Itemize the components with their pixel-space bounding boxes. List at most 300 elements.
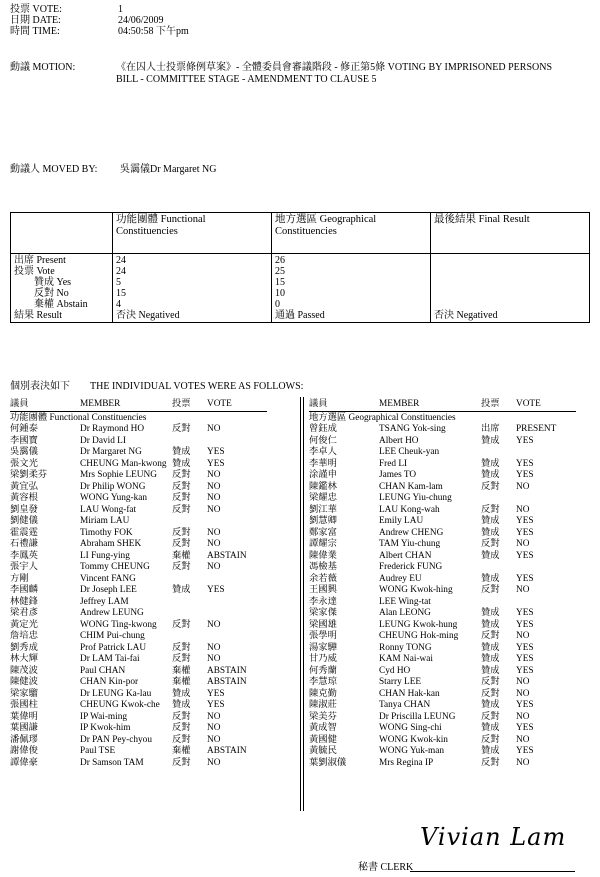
member-name: WONG Kwok-kin (379, 734, 448, 745)
vote-zh: 贊成 (481, 642, 500, 653)
member-row (309, 735, 576, 747)
vote-zh (172, 436, 207, 448)
member-name: Dr Joseph LEE (80, 585, 137, 595)
vote-value: YES (516, 458, 534, 469)
fc-rows (10, 424, 267, 769)
member-name: Mrs Sophie LEUNG (80, 470, 157, 480)
vote-value: NO (516, 585, 530, 595)
vote-value: NO (207, 562, 221, 572)
member-name-zh: 張國柱 (10, 700, 38, 710)
member-name-zh: 林大輝 (10, 654, 38, 664)
member-name: IP Kwok-him (80, 723, 131, 733)
member-name: WONG Sing-chi (379, 723, 442, 733)
hdr-vote-zh: 投票 (172, 399, 191, 409)
member-row (10, 539, 267, 551)
vote-value: PRESENT (516, 424, 557, 434)
member-name: LEE Cheuk-yan (379, 447, 440, 457)
vote-zh: 贊成 (481, 654, 500, 664)
vote-value (207, 516, 267, 528)
member-name: KAM Nai-wai (379, 654, 433, 664)
member-name: CHEUNG Kwok-che (80, 700, 160, 710)
member-name-zh: 黃成智 (309, 723, 337, 733)
member-name-zh: 梁美芬 (309, 711, 337, 722)
member-row (309, 758, 576, 770)
vote-value: 1 (118, 4, 123, 15)
member-name-zh: 陳健波 (10, 677, 38, 687)
vote-value: NO (207, 493, 221, 503)
vote-value (516, 447, 576, 459)
fc-present: 24 (116, 255, 126, 266)
row-label-present: 出席 Present (14, 255, 66, 266)
vote-value: NO (207, 619, 221, 630)
time-value: 04:50:58 下午pm (118, 26, 189, 37)
vote-zh (481, 447, 516, 459)
vote-value: YES (516, 470, 534, 480)
member-row (10, 447, 267, 459)
vote-value: NO (207, 504, 221, 515)
member-name-zh: 劉健儀 (10, 516, 38, 526)
member-name: CHEUNG Man-kwong (80, 458, 167, 469)
member-row (10, 746, 267, 758)
vote-value: YES (516, 550, 534, 561)
member-name: Andrew CHENG (379, 527, 444, 538)
vote-value: YES (207, 688, 225, 699)
vote-value: NO (207, 424, 221, 434)
member-name: James TO (379, 470, 417, 480)
vote-zh: 反對 (172, 654, 191, 664)
member-row (10, 620, 267, 632)
member-name: Dr LEUNG Ka-lau (80, 688, 152, 699)
member-name-zh: 黃毓民 (309, 746, 337, 756)
summary-fc-values (113, 254, 272, 323)
gc-no: 10 (275, 288, 285, 299)
member-row (309, 585, 576, 597)
member-name: Dr Samson TAM (80, 757, 144, 768)
final-result: 否決 Negatived (434, 310, 498, 321)
vote-zh: 反對 (481, 539, 500, 549)
hdr-vote-zh-2: 投票 (481, 399, 500, 409)
member-name: Miriam LAU (80, 516, 130, 526)
time-line (10, 26, 189, 38)
row-label-abstain: 棄權 Abstain (34, 299, 88, 310)
vote-zh: 反對 (481, 631, 500, 641)
member-name-zh: 李鳳英 (10, 550, 38, 561)
member-row (10, 758, 267, 770)
member-row (10, 505, 267, 517)
member-row (10, 482, 267, 494)
member-row (309, 424, 576, 436)
member-name-zh: 方剛 (10, 573, 29, 584)
vote-zh: 贊成 (481, 608, 500, 618)
vote-value: NO (207, 642, 221, 653)
member-name: Albert CHAN (379, 550, 432, 561)
vote-value: NO (516, 734, 530, 745)
vote-zh (172, 574, 207, 586)
member-row (10, 712, 267, 724)
vote-zh: 贊成 (172, 688, 191, 699)
hdr-vote: VOTE (207, 399, 232, 409)
fc-votes-list (10, 399, 267, 769)
member-name: LAU Wong-fat (80, 504, 137, 515)
member-name: Dr Philip WONG (80, 481, 146, 492)
gc-present: 26 (275, 255, 285, 266)
member-name-zh: 鄭家富 (309, 527, 337, 538)
fc-section-title: 功能團體 Functional Constituencies (10, 412, 147, 423)
vote-value: NO (207, 539, 221, 549)
member-name: Alan LEONG (379, 608, 431, 618)
member-name: Dr Raymond HO (80, 424, 145, 434)
gc-votes-list (309, 399, 576, 769)
member-row (10, 666, 267, 678)
summary-row-labels (11, 254, 113, 323)
gc-result: 通過 Passed (275, 310, 325, 321)
member-row (309, 470, 576, 482)
member-name: CHAN Kin-por (80, 677, 139, 687)
member-row (309, 493, 576, 505)
vote-value: NO (207, 654, 221, 664)
member-name-zh: 張宇人 (10, 562, 38, 572)
member-name-zh: 涂謹申 (309, 470, 337, 480)
member-name: LEE Wing-tat (379, 596, 431, 607)
vote-zh: 反對 (172, 734, 191, 745)
member-name-zh: 李慧琼 (309, 677, 337, 687)
member-row (309, 666, 576, 678)
vote-zh: 棄權 (172, 677, 191, 687)
member-row (10, 562, 267, 574)
member-name: Dr PAN Pey-chyou (80, 734, 152, 745)
date-value: 24/06/2009 (118, 15, 164, 26)
member-name: Prof Patrick LAU (80, 642, 147, 653)
row-label-yes: 贊成 Yes (34, 277, 72, 288)
vote-zh: 反對 (172, 757, 191, 768)
vote-value: NO (516, 539, 530, 549)
vote-zh: 贊成 (481, 458, 500, 469)
vote-zh: 贊成 (481, 723, 500, 733)
member-name: WONG Ting-kwong (80, 619, 157, 630)
motion-label: 動議 MOTION: (10, 62, 76, 73)
member-row (309, 459, 576, 471)
member-name: Ronny TONG (379, 642, 432, 653)
member-row (309, 689, 576, 701)
vote-zh: 反對 (172, 470, 191, 480)
row-label-no: 反對 No (34, 288, 69, 299)
member-row (309, 700, 576, 712)
member-name-zh: 劉江華 (309, 504, 337, 515)
vote-zh: 贊成 (481, 700, 500, 710)
member-row (10, 574, 267, 586)
gc-rows (309, 424, 576, 769)
vote-zh (481, 597, 516, 609)
member-name-zh: 梁劉柔芬 (10, 470, 48, 480)
member-name: Andrew LEUNG (80, 608, 144, 618)
member-row (10, 700, 267, 712)
vote-value: ABSTAIN (207, 665, 247, 676)
member-name-zh: 陳克勤 (309, 688, 337, 699)
gc-section-title: 地方選區 Geographical Constituencies (309, 412, 456, 423)
vote-value: YES (516, 723, 534, 733)
member-name: Dr Margaret NG (80, 447, 142, 457)
member-name-zh: 陳淑莊 (309, 700, 337, 710)
member-row (10, 585, 267, 597)
member-name-zh: 劉秀成 (10, 642, 38, 653)
member-name: Audrey EU (379, 573, 422, 584)
member-row (10, 689, 267, 701)
vote-value: YES (516, 516, 534, 526)
vote-zh: 贊成 (172, 700, 191, 710)
gc-vote: 25 (275, 266, 285, 277)
vote-value: NO (207, 734, 221, 745)
vote-zh: 贊成 (172, 458, 191, 469)
member-name-zh: 黃國健 (309, 734, 337, 745)
member-name: LI Fung-ying (80, 550, 130, 561)
member-name-zh: 謝偉俊 (10, 746, 38, 756)
fc-votes-header (10, 399, 267, 412)
member-name-zh: 何鍾泰 (10, 424, 38, 434)
member-row (10, 516, 267, 528)
fc-result: 否決 Negatived (116, 310, 180, 321)
vote-value: NO (516, 481, 530, 492)
vote-zh: 贊成 (481, 573, 500, 584)
vote-value (516, 562, 576, 574)
member-name: Mrs Regina IP (379, 757, 434, 768)
vote-value: NO (516, 677, 530, 687)
member-name-zh: 林健鋒 (10, 596, 38, 607)
vote-zh: 反對 (172, 424, 191, 434)
vote-value: NO (516, 504, 530, 515)
member-name: Vincent FANG (80, 573, 136, 584)
vote-value (207, 608, 267, 620)
vote-value: YES (516, 665, 534, 676)
member-name: Jeffrey LAM (80, 596, 129, 607)
vote-zh: 贊成 (172, 585, 191, 595)
member-name-zh: 黃宜弘 (10, 481, 38, 492)
clerk-signature: Vivian Lam (420, 823, 567, 851)
member-name-zh: 張文光 (10, 458, 38, 469)
member-row (10, 493, 267, 505)
vote-value: YES (516, 608, 534, 618)
member-name-zh: 葉國謙 (10, 723, 38, 733)
member-row (309, 712, 576, 724)
vote-value: NO (516, 711, 530, 722)
vote-value (207, 597, 267, 609)
member-name-zh: 梁家傑 (309, 608, 337, 618)
member-name-zh: 何俊仁 (309, 435, 337, 446)
member-row (10, 551, 267, 563)
member-name: CHAN Hak-kan (379, 688, 440, 699)
member-name: Starry LEE (379, 677, 422, 687)
member-name-zh: 梁君彥 (10, 608, 38, 618)
member-name: Dr LAM Tai-fai (80, 654, 140, 664)
vote-zh: 反對 (481, 585, 500, 595)
vote-value: YES (516, 573, 534, 584)
vote-zh (172, 516, 207, 528)
vote-zh: 反對 (481, 688, 500, 699)
member-name: CHAN Kam-lam (379, 481, 443, 492)
row-label-vote: 投票 Vote (14, 266, 55, 277)
vote-zh: 贊成 (481, 516, 500, 526)
member-row (10, 643, 267, 655)
moved-by-label: 動議人 MOVED BY: (10, 164, 98, 175)
vote-value (516, 597, 576, 609)
vote-value: YES (516, 642, 534, 653)
hdr-member: MEMBER (80, 399, 121, 409)
vote-value: YES (516, 654, 534, 664)
vote-value: ABSTAIN (207, 550, 247, 561)
member-name-zh: 李國寶 (10, 435, 38, 446)
column-divider-inner (303, 397, 304, 811)
member-name: Abraham SHEK (80, 539, 142, 549)
vote-zh: 贊成 (172, 447, 191, 457)
hdr-member-2: MEMBER (379, 399, 420, 409)
vote-zh: 棄權 (172, 746, 191, 756)
vote-zh: 贊成 (481, 470, 500, 480)
member-name: TAM Yiu-chung (379, 539, 441, 549)
vote-zh: 出席 (481, 424, 500, 434)
vote-value: YES (207, 585, 225, 595)
member-name-zh: 葉偉明 (10, 711, 38, 722)
member-row (10, 470, 267, 482)
member-name-zh: 葉劉淑儀 (309, 757, 347, 768)
vote-value (516, 493, 576, 505)
vote-value: YES (207, 700, 225, 710)
vote-zh: 贊成 (481, 746, 500, 756)
gc-abstain: 0 (275, 299, 280, 310)
member-name: WONG Yuk-man (379, 746, 444, 756)
member-row (10, 459, 267, 471)
vote-zh: 反對 (172, 723, 191, 733)
member-name-zh: 吳靄儀 (10, 447, 38, 457)
member-name: Emily LAU (379, 516, 424, 526)
summary-col-gc: 地方選區 Geographical Constituencies (272, 213, 431, 254)
member-name: TSANG Yok-sing (379, 424, 446, 434)
member-name-zh: 黃容根 (10, 493, 38, 503)
member-name: IP Wai-ming (80, 711, 128, 722)
member-row (309, 505, 576, 517)
column-divider (300, 397, 301, 811)
member-name: Cyd HO (379, 665, 411, 676)
vote-zh: 贊成 (481, 550, 500, 561)
member-row (309, 447, 576, 459)
vote-zh: 反對 (172, 527, 191, 538)
member-row (309, 631, 576, 643)
vote-value (207, 631, 267, 643)
vote-value: YES (516, 746, 534, 756)
member-name: Fred LI (379, 458, 408, 469)
vote-zh: 反對 (172, 481, 191, 492)
vote-zh: 反對 (481, 711, 500, 722)
time-label: 時間 TIME: (10, 26, 60, 37)
member-name: Dr David LI (80, 435, 126, 446)
member-row (309, 436, 576, 448)
vote-zh (172, 608, 207, 620)
gc-yes: 15 (275, 277, 285, 288)
vote-zh: 贊成 (481, 527, 500, 538)
member-row (309, 597, 576, 609)
member-row (309, 643, 576, 655)
member-row (309, 551, 576, 563)
vote-zh: 反對 (481, 481, 500, 492)
vote-zh: 反對 (172, 711, 191, 722)
member-name-zh: 陳鑑林 (309, 481, 337, 492)
clerk-label: 秘書 CLERK (358, 862, 414, 873)
summary-gc-values (272, 254, 431, 323)
motion-text: 《在囚人士投票條例草案》- 全體委員會審議階段 - 修正第5條 VOTING BY IMPRISONED PERSONS BILL - COMMITTEE STAGE - AMENDMENT TO CLAUSE 5 (116, 62, 553, 85)
vote-value: ABSTAIN (207, 746, 247, 756)
member-name-zh: 李國麟 (10, 585, 38, 595)
vote-value: NO (516, 688, 530, 699)
vote-zh: 反對 (481, 734, 500, 745)
vote-zh: 贊成 (481, 619, 500, 630)
member-row (10, 424, 267, 436)
vote-zh: 棄權 (172, 550, 191, 561)
vote-value: NO (207, 757, 221, 768)
gc-votes-header (309, 399, 576, 412)
member-name-zh: 李永達 (309, 596, 337, 607)
member-row (309, 482, 576, 494)
member-row (309, 620, 576, 632)
member-row (10, 654, 267, 666)
member-name: WONG Yung-kan (80, 493, 148, 503)
vote-zh: 反對 (172, 539, 191, 549)
member-name-zh: 詹培忠 (10, 631, 38, 641)
summary-table (10, 212, 590, 323)
member-name: LEUNG Yiu-chung (379, 493, 452, 503)
member-name: LEUNG Kwok-hung (379, 619, 458, 630)
member-name: Tanya CHAN (379, 700, 431, 710)
vote-value: NO (516, 631, 530, 641)
member-row (309, 746, 576, 758)
member-row (10, 608, 267, 620)
vote-zh: 反對 (172, 642, 191, 653)
individual-intro-zh: 個別表決如下 (10, 381, 70, 392)
hdr-vote-2: VOTE (516, 399, 541, 409)
member-row (309, 574, 576, 586)
member-name: Albert HO (379, 435, 419, 446)
member-row (10, 631, 267, 643)
member-name: Frederick FUNG (379, 562, 443, 572)
member-row (309, 677, 576, 689)
date-label: 日期 DATE: (10, 15, 61, 26)
member-name-zh: 何秀蘭 (309, 665, 337, 676)
vote-value (207, 436, 267, 448)
vote-zh (481, 562, 516, 574)
member-name-zh: 劉慧卿 (309, 516, 337, 526)
fc-no: 15 (116, 288, 126, 299)
member-name-zh: 石禮謙 (10, 539, 38, 549)
summary-col-final: 最後結果 Final Result (431, 213, 590, 254)
vote-zh: 反對 (172, 619, 191, 630)
signature-line (410, 871, 575, 872)
vote-value: NO (207, 470, 221, 480)
summary-final-values (431, 254, 590, 323)
vote-zh: 贊成 (481, 665, 500, 676)
member-row (10, 677, 267, 689)
vote-value: YES (516, 700, 534, 710)
hdr-member-zh-2: 議員 (309, 399, 328, 409)
member-row (10, 597, 267, 609)
vote-zh: 贊成 (481, 435, 500, 446)
vote-value: NO (207, 723, 221, 733)
member-name: Paul TSE (80, 746, 116, 756)
member-name: Paul CHAN (80, 665, 126, 676)
summary-corner (11, 213, 113, 254)
member-name-zh: 張學明 (309, 631, 337, 641)
vote-zh (172, 631, 207, 643)
member-name-zh: 劉皇發 (10, 504, 38, 515)
vote-value: YES (516, 619, 534, 630)
vote-value: NO (516, 757, 530, 768)
member-name-zh: 李卓人 (309, 447, 337, 457)
